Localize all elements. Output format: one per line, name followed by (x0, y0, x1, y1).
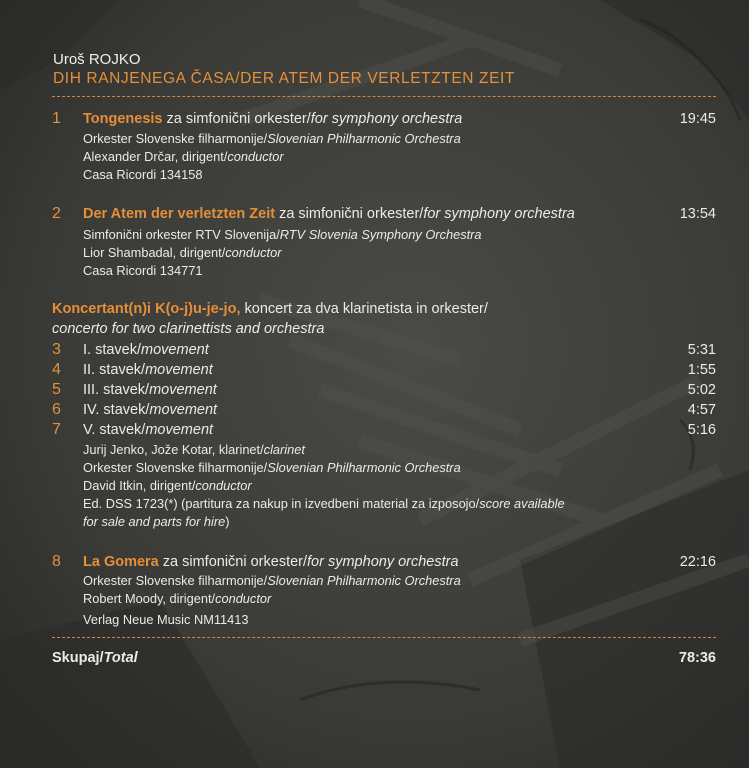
total-label: Skupaj/Total (52, 650, 138, 666)
track-orchestra: Orkester Slovenske filharmonije/Slovenian Philharmonic Orchestra (83, 131, 461, 146)
concerto-publisher-line2: for sale and parts for hire) (83, 514, 230, 529)
track-title: Der Atem der verletzten Zeit (83, 206, 276, 222)
concerto-soloists: Jurij Jenko, Jože Kotar, klarinet/clarinet (83, 442, 305, 457)
concerto-title: Koncertant(n)i K(o-j)u-je-jo, (52, 301, 241, 317)
movement-label: II. stavek/movement (83, 362, 213, 378)
movement-number: 3 (52, 341, 61, 358)
movement-label: I. stavek/movement (83, 342, 209, 358)
concerto-description-en: concerto for two clarinettists and orchestra (52, 321, 325, 337)
movement-number: 6 (52, 401, 61, 418)
track-duration: 22:16 (679, 554, 716, 570)
track-title-line (83, 206, 575, 222)
composer-name: Uroš ROJKO (53, 51, 141, 68)
track-number: 2 (52, 205, 61, 222)
track-orchestra: Simfonični orkester RTV Slovenija/RTV Slovenia Symphony Orchestra (83, 227, 482, 242)
track-publisher: Casa Ricordi 134158 (83, 167, 203, 182)
divider-bottom (52, 637, 716, 638)
track-conductor: Robert Moody, dirigent/conductor (83, 591, 272, 606)
track-duration: 13:54 (679, 206, 716, 222)
total-duration: 78:36 (678, 650, 716, 666)
movement-duration: 5:16 (687, 422, 716, 438)
track-title-line (83, 111, 462, 127)
movement-number: 5 (52, 381, 61, 398)
movement-number: 7 (52, 421, 61, 438)
concerto-title-line (52, 301, 488, 317)
concerto-publisher-line1: Ed. DSS 1723(*) (partitura za nakup in izvedbeni material za izposojo/score available (83, 496, 565, 511)
movement-label: III. stavek/movement (83, 382, 217, 398)
track-title: La Gomera (83, 554, 159, 570)
track-publisher: Casa Ricordi 134771 (83, 263, 203, 278)
track-description: za simfonični orkester/ (275, 206, 424, 222)
track-number: 8 (52, 553, 61, 570)
concerto-conductor: David Itkin, dirigent/conductor (83, 478, 252, 493)
track-description: za simfonični orkester/ (162, 111, 311, 127)
divider-top (52, 96, 716, 97)
movement-duration: 4:57 (687, 402, 716, 418)
album-title: DIH RANJENEGA ČASA/DER ATEM DER VERLETZTEN ZEIT (53, 70, 515, 87)
track-title: Tongenesis (83, 111, 163, 127)
concerto-orchestra: Orkester Slovenske filharmonije/Slovenian Philharmonic Orchestra (83, 460, 461, 475)
movement-duration: 5:31 (687, 342, 716, 358)
movement-number: 4 (52, 361, 61, 378)
track-description-en: for symphony orchestra (307, 554, 459, 570)
movement-label: V. stavek/movement (83, 422, 214, 438)
track-description-en: for symphony orchestra (310, 111, 463, 127)
track-duration: 19:45 (679, 111, 716, 127)
concerto-description: koncert za dva klarinetista in orkester/ (240, 301, 488, 317)
movement-duration: 1:55 (687, 362, 716, 378)
track-orchestra: Orkester Slovenske filharmonije/Slovenian Philharmonic Orchestra (83, 573, 461, 588)
track-description: za simfonični orkester/ (158, 554, 308, 570)
track-conductor: Lior Shambadal, dirigent/conductor (83, 245, 282, 260)
track-conductor: Alexander Drčar, dirigent/conductor (83, 149, 284, 164)
track-number: 1 (52, 110, 61, 127)
track-publisher: Verlag Neue Music NM11413 (83, 612, 249, 627)
track-description-en: for symphony orchestra (423, 206, 575, 222)
movement-label: IV. stavek/movement (83, 402, 218, 418)
track-title-line (83, 554, 459, 570)
movement-duration: 5:02 (687, 382, 716, 398)
